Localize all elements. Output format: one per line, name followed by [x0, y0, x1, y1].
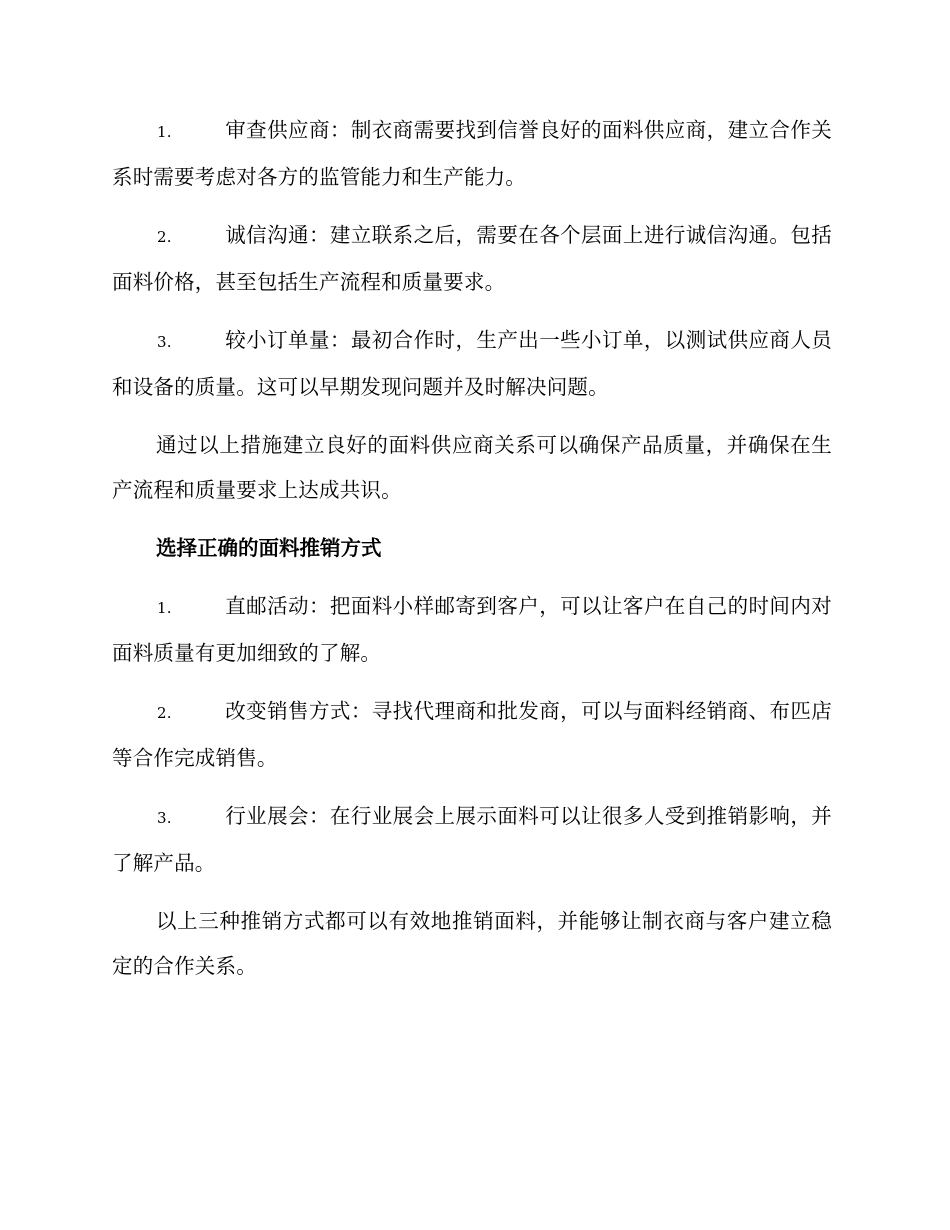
- list-item: [112, 213, 832, 305]
- summary-paragraph: 通过以上措施建立良好的面料供应商关系可以确保产品质量，并确保在生产流程和质量要求上达成共识。: [112, 433, 832, 502]
- list-number: 3.: [157, 809, 172, 827]
- document-page: [112, 108, 832, 1002]
- list-text: 较小订单量：最初合作时，生产出一些小订单，以测试供应商人员和设备的质量。这可以早期发现问题并及时解决问题。: [112, 328, 832, 399]
- list-number: 1.: [157, 123, 172, 141]
- list-number: 1.: [157, 599, 172, 617]
- section-heading: 选择正确的面料推销方式: [156, 536, 382, 560]
- list-item: [112, 689, 832, 781]
- list-item: [112, 318, 832, 410]
- list-text: 行业展会：在行业展会上展示面料可以让很多人受到推销影响，并了解产品。: [112, 804, 832, 875]
- list-item: [112, 584, 832, 676]
- list-number: 2.: [157, 704, 172, 722]
- list-text: 直邮活动：把面料小样邮寄到客户，可以让客户在自己的时间内对面料质量有更加细致的了解。: [112, 594, 832, 665]
- list-number: 3.: [157, 333, 172, 351]
- summary-paragraph: 以上三种推销方式都可以有效地推销面料，并能够让制衣商与客户建立稳定的合作关系。: [112, 909, 832, 978]
- list-item: [112, 794, 832, 886]
- list-number: 2.: [157, 228, 172, 246]
- list-text: 诚信沟通：建立联系之后，需要在各个层面上进行诚信沟通。包括面料价格，甚至包括生产流程和质量要求。: [112, 223, 832, 294]
- list-text: 改变销售方式：寻找代理商和批发商，可以与面料经销商、布匹店等合作完成销售。: [112, 699, 832, 770]
- list-item: [112, 108, 832, 200]
- list-text: 审查供应商：制衣商需要找到信誉良好的面料供应商，建立合作关系时需要考虑对各方的监管能力和生产能力。: [112, 118, 832, 189]
